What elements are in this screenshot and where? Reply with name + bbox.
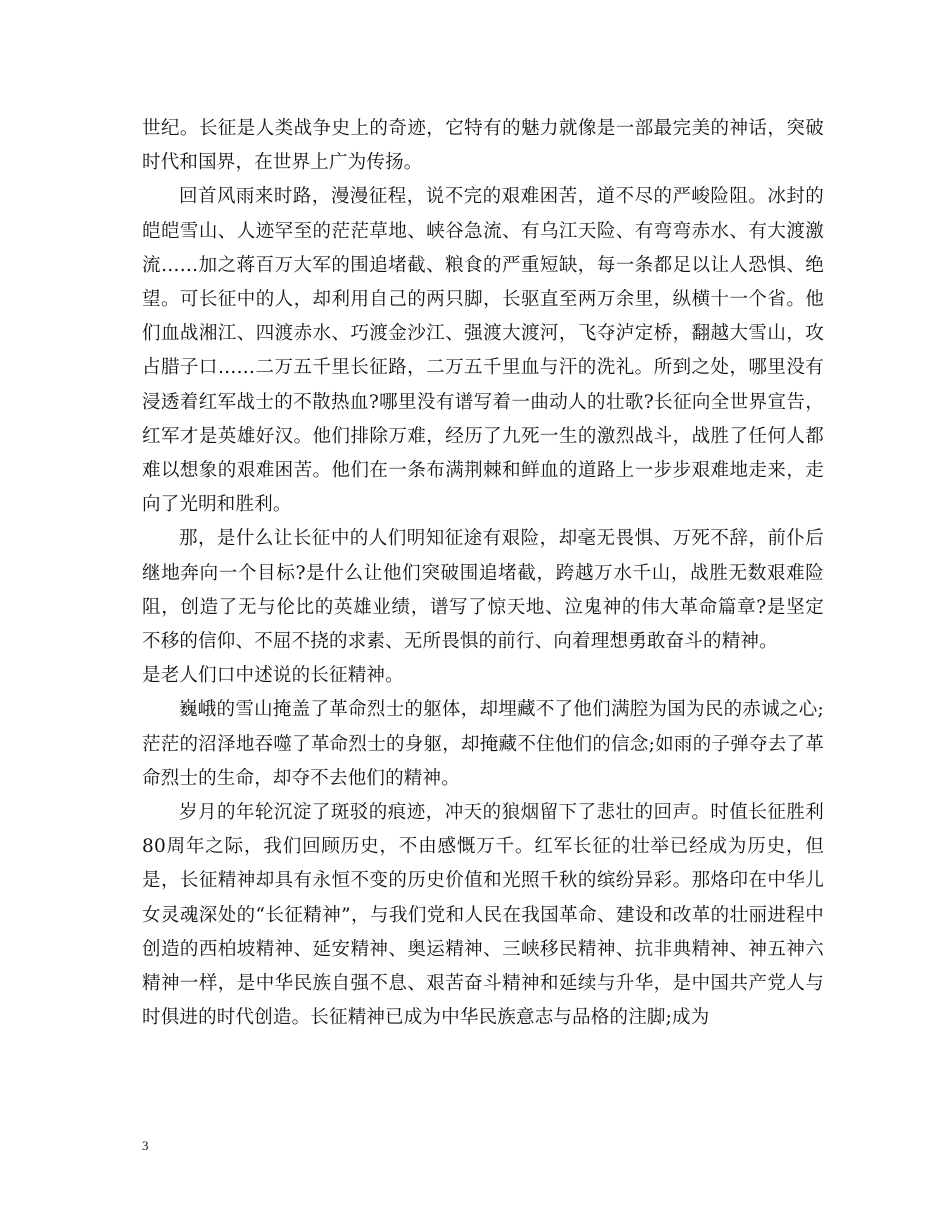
paragraph-3: 那，是什么让长征中的人们明知征途有艰险，却毫无畏惧、万死不辞，前仆后继地奔向一个目标?是什么让他们突破围追堵截，跨越万水千山，战胜无数艰难险阻，创造了无与伦比的英雄业绩，谱写了惊天地、泣鬼神的伟大革命篇章?是坚定不移的信仰、不屈不挠的求素、无所畏惧的前行、向着理想勇敢奋斗的精神。 [142,528,824,653]
paragraph-5: 巍峨的雪山掩盖了革命烈士的躯体，却埋藏不了他们满腔为国为民的赤诚之心;茫茫的沼泽地吞噬了革命烈士的身躯，却掩藏不住他们的信念;如雨的子弹夺去了革命烈士的生命，却夺不去他们的精神。 [142,699,824,789]
document-body [142,112,824,1035]
paragraph-6: 岁月的年轮沉淀了斑驳的痕迹，冲天的狼烟留下了悲壮的回声。时值长征胜利80周年之际，我们回顾历史，不由感慨万千。红军长征的壮举已经成为历史，但是，长征精神却具有永恒不变的历史价值和光照千秋的缤纷异彩。那烙印在中华儿女灵魂深处的“长征精神”，与我们党和人民在我国革命、建设和改革的壮丽进程中创造的西柏坡精神、延安精神、奥运精神、三峡移民精神、抗非典精神、神五神六精神一样，是中华民族自强不息、艰苦奋斗精神和延续与升华，是中国共产党人与时俱进的时代创造。长征精神已成为中华民族意志与品格的注脚;成为 [142,802,824,1029]
paragraph-1: 世纪。长征是人类战争史上的奇迹，它特有的魅力就像是一部最完美的神话，突破时代和国界，在世界上广为传扬。 [142,118,824,174]
paragraph-4: 是老人们口中述说的长征精神。 [142,665,404,687]
paragraph-2: 回首风雨来时路，漫漫征程，说不完的艰难困苦，道不尽的严峻险阻。冰封的皑皑雪山、人迹罕至的茫茫草地、峡谷急流、有乌江天险、有弯弯赤水、有大渡激流……加之蒋百万大军的围追堵截、粮食的严重短缺，每一条都足以让人恐惧、绝望。可长征中的人，却利用自己的两只脚，长驱直至两万余里，纵横十一个省。他们血战湘江、四渡赤水、巧渡金沙江、强渡大渡河，飞夺泸定桥，翻越大雪山，攻占腊子口……二万五千里长征路，二万五千里血与汗的洗礼。所到之处，哪里没有浸透着红军战士的不散热血?哪里没有谱写着一曲动人的壮歌?长征向全世界宣告，红军才是英雄好汉。他们排除万难，经历了九死一生的激烈战斗，战胜了任何人都难以想象的艰难困苦。他们在一条布满荆棘和鲜血的道路上一步步艰难地走来，走向了光明和胜利。 [142,186,824,516]
page-number: 3 [142,1138,149,1153]
